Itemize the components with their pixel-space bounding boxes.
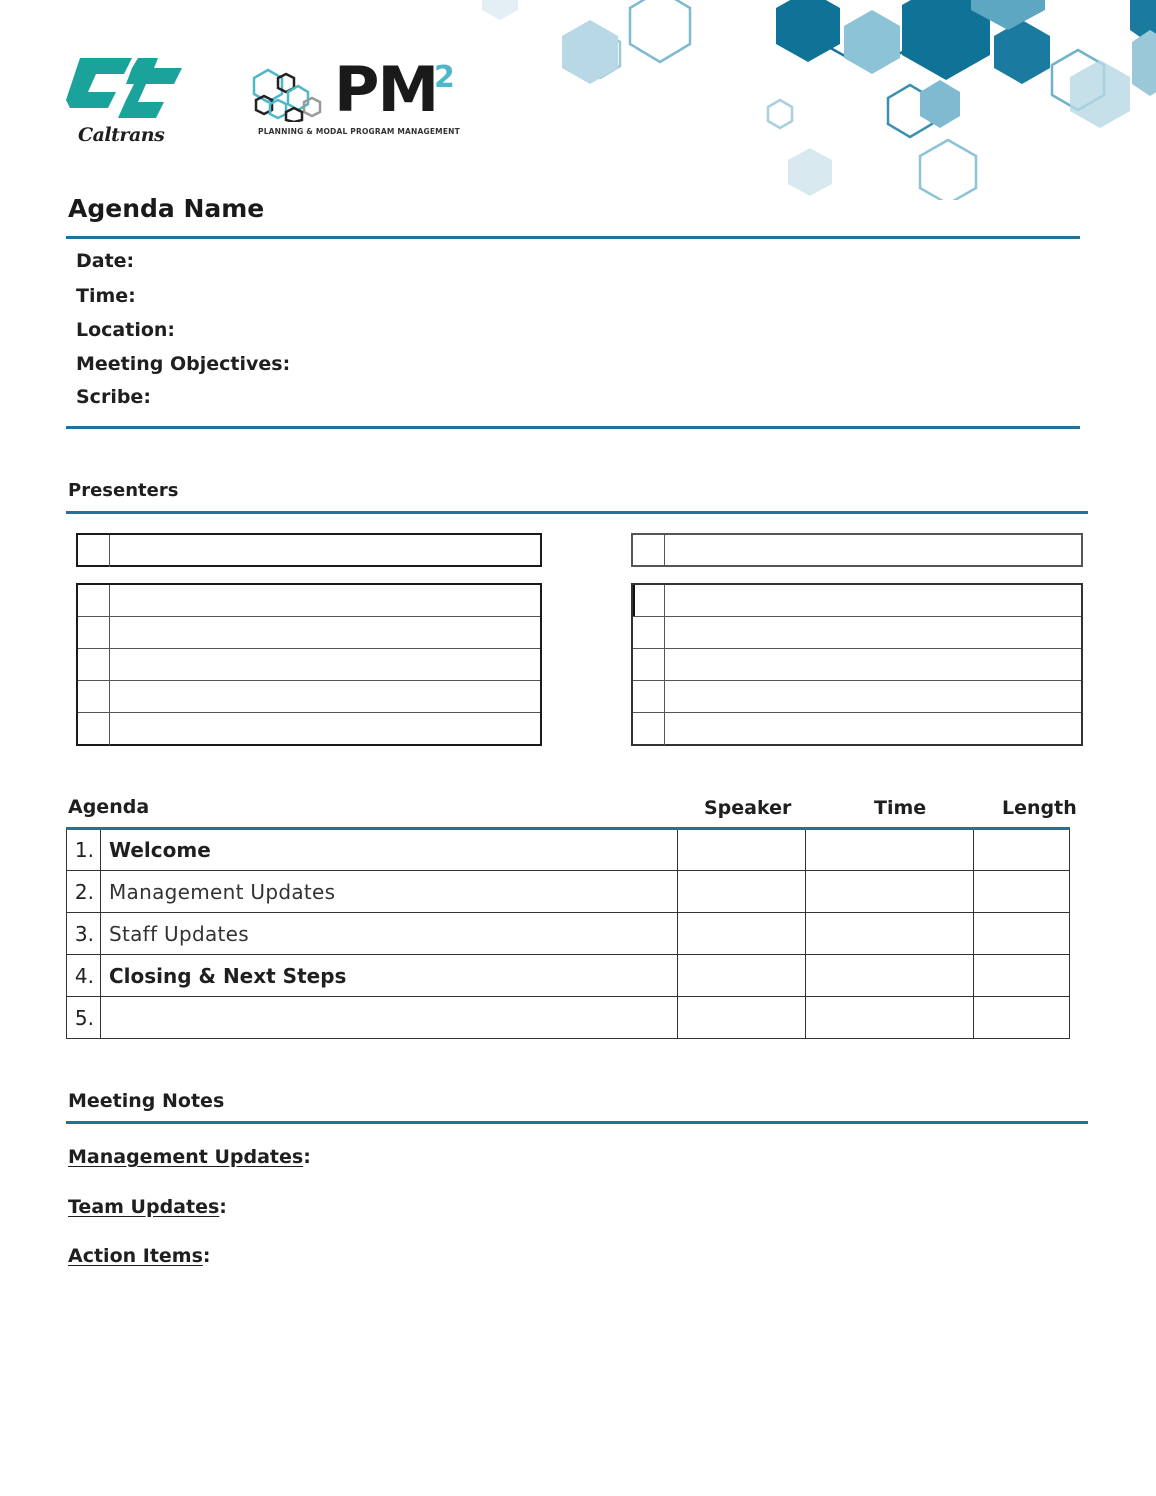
- scribe-label: Scribe:: [76, 386, 151, 408]
- hexagon-pattern-decoration: [460, 0, 1156, 200]
- agenda-time-cell[interactable]: [806, 829, 974, 871]
- presenter-number-cell[interactable]: [633, 535, 665, 567]
- agenda-length-cell[interactable]: [974, 913, 1070, 955]
- agenda-row: [67, 913, 1070, 955]
- pm2-superscript: 2: [434, 60, 455, 95]
- presenter-row: [78, 649, 540, 681]
- presenter-name-cell[interactable]: [665, 535, 1081, 567]
- agenda-heading: Agenda: [68, 796, 150, 818]
- presenter-lead-left: [76, 533, 542, 567]
- presenter-number-cell[interactable]: [78, 535, 110, 567]
- presenter-number-cell[interactable]: [633, 713, 665, 745]
- fields-divider: [66, 426, 1080, 429]
- presenter-row: [633, 713, 1081, 745]
- agenda-item-welcome[interactable]: Welcome: [100, 829, 677, 871]
- agenda-item-management-updates[interactable]: Management Updates: [100, 871, 677, 913]
- agenda-row: [67, 829, 1070, 871]
- action-items-note: Action Items:: [68, 1245, 211, 1267]
- presenter-number-cell[interactable]: [78, 713, 110, 745]
- pm2-title: PM: [334, 53, 438, 126]
- agenda-time-cell[interactable]: [806, 871, 974, 913]
- pm2-logo: [246, 53, 466, 140]
- presenter-name-cell[interactable]: [665, 681, 1081, 712]
- caltrans-wordmark: Caltrans: [78, 124, 165, 146]
- presenter-number-cell[interactable]: [78, 681, 110, 712]
- presenter-number-cell[interactable]: [633, 649, 665, 680]
- presenters-divider: [66, 511, 1088, 514]
- notes-divider: [66, 1121, 1088, 1124]
- speaker-column-header: Speaker: [704, 797, 792, 819]
- caltrans-logo: [66, 56, 186, 150]
- presenter-number-cell[interactable]: [78, 649, 110, 680]
- agenda-speaker-cell[interactable]: [678, 913, 806, 955]
- presenter-name-cell[interactable]: [665, 649, 1081, 680]
- presenter-name-cell[interactable]: [665, 713, 1081, 745]
- presenter-name-cell[interactable]: [110, 649, 540, 680]
- agenda-row: [67, 871, 1070, 913]
- presenter-name-cell[interactable]: [110, 535, 540, 567]
- header-divider: [66, 236, 1080, 239]
- agenda-item-staff-updates[interactable]: Staff Updates: [100, 913, 677, 955]
- agenda-row-number: 4.: [67, 955, 101, 997]
- agenda-speaker-cell[interactable]: [678, 997, 806, 1039]
- agenda-row-number: 1.: [67, 829, 101, 871]
- agenda-speaker-cell[interactable]: [678, 871, 806, 913]
- presenter-row: [633, 617, 1081, 649]
- presenter-name-cell[interactable]: [110, 713, 540, 745]
- presenters-table-right: [631, 583, 1083, 746]
- agenda-length-cell[interactable]: [974, 871, 1070, 913]
- presenter-row: [633, 535, 1081, 567]
- agenda-item-empty[interactable]: [100, 997, 677, 1039]
- time-column-header: Time: [874, 797, 927, 819]
- agenda-length-cell[interactable]: [974, 829, 1070, 871]
- presenter-row: [78, 585, 540, 617]
- presenter-lead-right: [631, 533, 1083, 567]
- agenda-length-cell[interactable]: [974, 997, 1070, 1039]
- presenter-name-cell[interactable]: [110, 585, 540, 616]
- presenter-name-cell[interactable]: [665, 585, 1081, 616]
- time-label: Time:: [76, 285, 136, 307]
- agenda-time-cell[interactable]: [806, 997, 974, 1039]
- agenda-row-number: 5.: [67, 997, 101, 1039]
- presenter-name-cell[interactable]: [110, 617, 540, 648]
- presenter-number-cell[interactable]: [633, 617, 665, 648]
- length-column-header: Length: [1002, 797, 1077, 819]
- presenters-heading: Presenters: [68, 480, 179, 501]
- presenter-row: [633, 649, 1081, 681]
- agenda-row: [67, 997, 1070, 1039]
- agenda-length-cell[interactable]: [974, 955, 1070, 997]
- pm2-hexagon-icon: [246, 64, 330, 122]
- pm2-subtitle: PLANNING & MODAL PROGRAM MANAGEMENT: [258, 127, 460, 136]
- agenda-name-heading: Agenda Name: [68, 194, 265, 223]
- date-label: Date:: [76, 250, 135, 272]
- presenter-number-cell[interactable]: [78, 617, 110, 648]
- presenter-row: [78, 617, 540, 649]
- presenter-row: [633, 681, 1081, 713]
- agenda-row-number: 3.: [67, 913, 101, 955]
- team-updates-note: Team Updates:: [68, 1196, 227, 1218]
- caltrans-ct-icon: [66, 56, 186, 120]
- meeting-notes-heading: Meeting Notes: [68, 1090, 225, 1112]
- presenter-row: [78, 681, 540, 713]
- presenter-row: [78, 713, 540, 745]
- agenda-speaker-cell[interactable]: [678, 829, 806, 871]
- location-label: Location:: [76, 319, 176, 341]
- presenter-row: [78, 535, 540, 567]
- presenter-name-cell[interactable]: [665, 617, 1081, 648]
- agenda-row-number: 2.: [67, 871, 101, 913]
- agenda-row: [67, 955, 1070, 997]
- agenda-speaker-cell[interactable]: [678, 955, 806, 997]
- presenter-name-cell[interactable]: [110, 681, 540, 712]
- agenda-table: [66, 827, 1070, 1039]
- presenter-number-cell[interactable]: [633, 681, 665, 712]
- presenter-number-cell[interactable]: [78, 585, 110, 616]
- presenters-table-left: [76, 583, 542, 746]
- agenda-time-cell[interactable]: [806, 913, 974, 955]
- agenda-time-cell[interactable]: [806, 955, 974, 997]
- management-updates-note: Management Updates:: [68, 1146, 311, 1168]
- agenda-item-closing-next-steps[interactable]: Closing & Next Steps: [100, 955, 677, 997]
- meeting-objectives-label: Meeting Objectives:: [76, 353, 291, 375]
- presenter-row: [633, 585, 1081, 617]
- presenter-number-cell[interactable]: [633, 585, 665, 616]
